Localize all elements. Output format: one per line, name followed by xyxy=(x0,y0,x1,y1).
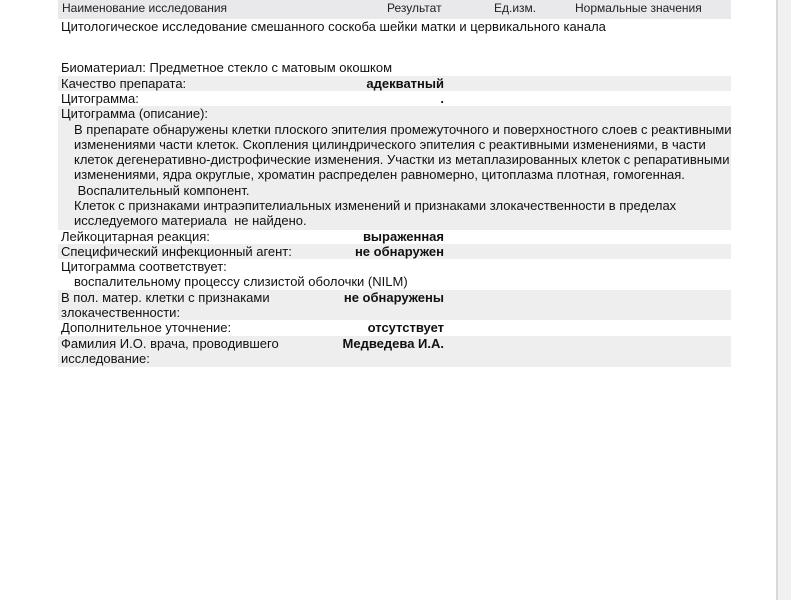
biomaterial-row xyxy=(58,60,731,76)
doctor-value: Медведева И.А. xyxy=(342,336,444,351)
description-line: Воспалительный компонент. xyxy=(74,183,250,198)
malignant-label-cont: злокачественности: xyxy=(61,305,181,320)
malignant-row xyxy=(58,290,731,320)
table-header xyxy=(58,0,731,19)
clarification-label: Дополнительное уточнение: xyxy=(61,320,232,335)
study-title: Цитологическое исследование смешанного соскоба шейки матки и цервикального канала xyxy=(61,19,606,34)
quality-row xyxy=(58,76,731,91)
quality-label: Качество препарата: xyxy=(61,76,187,91)
doctor-label-cont: исследование: xyxy=(61,351,150,366)
infection-label: Специфический инфекционный агент: xyxy=(61,244,292,259)
doctor-label: Фамилия И.О. врача, проводившего xyxy=(61,336,279,351)
leukocyte-value: выраженная xyxy=(362,229,444,244)
description-line: клеток дегенеративно-дистрофические изменения. Участки из метаплазированных клеток с репаративными xyxy=(74,152,730,167)
conclusion-label: Цитограмма соответствует: xyxy=(61,259,227,274)
clarification-row xyxy=(58,320,731,336)
header-norm: Нормальные значения xyxy=(575,1,702,15)
page-edge xyxy=(776,0,778,600)
description-line: В препарате обнаружены клетки плоского эпителия промежуточного и поверхностного слоев с реактивными xyxy=(74,122,732,137)
header-result: Результат xyxy=(387,1,442,15)
malignant-value: не обнаружены xyxy=(343,290,444,305)
description-line: изменениями, ядра округлые, хроматин распределен равномерно, цитоплазма плотная, гомогенная. xyxy=(74,167,685,182)
doctor-row xyxy=(58,336,731,367)
description-line: исследуемого материала не найдено. xyxy=(74,213,307,228)
study-title-row xyxy=(58,19,731,35)
malignant-label: В пол. матер. клетки с признаками xyxy=(61,290,270,305)
infection-row xyxy=(58,244,731,259)
cytogram-value: . xyxy=(440,91,444,106)
clarification-value: отсутствует xyxy=(367,320,444,335)
infection-value: не обнаружен xyxy=(354,244,444,259)
cytogram-label: Цитограмма: xyxy=(61,91,139,106)
leukocyte-label: Лейкоцитарная реакция: xyxy=(61,229,210,244)
cytogram-row xyxy=(58,91,731,106)
description-block xyxy=(58,106,731,230)
leukocyte-row xyxy=(58,229,731,244)
header-unit: Ед.изм. xyxy=(494,1,537,15)
conclusion-row xyxy=(58,259,731,290)
description-label: Цитограмма (описание): xyxy=(61,106,209,121)
header-study-name: Наименование исследования xyxy=(62,1,228,15)
biomaterial: Биоматериал: Предметное стекло с матовым окошком xyxy=(61,60,393,75)
description-line: Клеток с признаками интраэпителиальных изменений и признаками злокачественности в пределах xyxy=(74,198,677,213)
description-line: изменениями части клеток. Скопления цилиндрического эпителия с реактивными изменениями, в части xyxy=(74,137,706,152)
conclusion-text: воспалительному процессу слизистой оболочки (NILM) xyxy=(74,274,408,289)
quality-value: адекватный xyxy=(366,76,444,91)
